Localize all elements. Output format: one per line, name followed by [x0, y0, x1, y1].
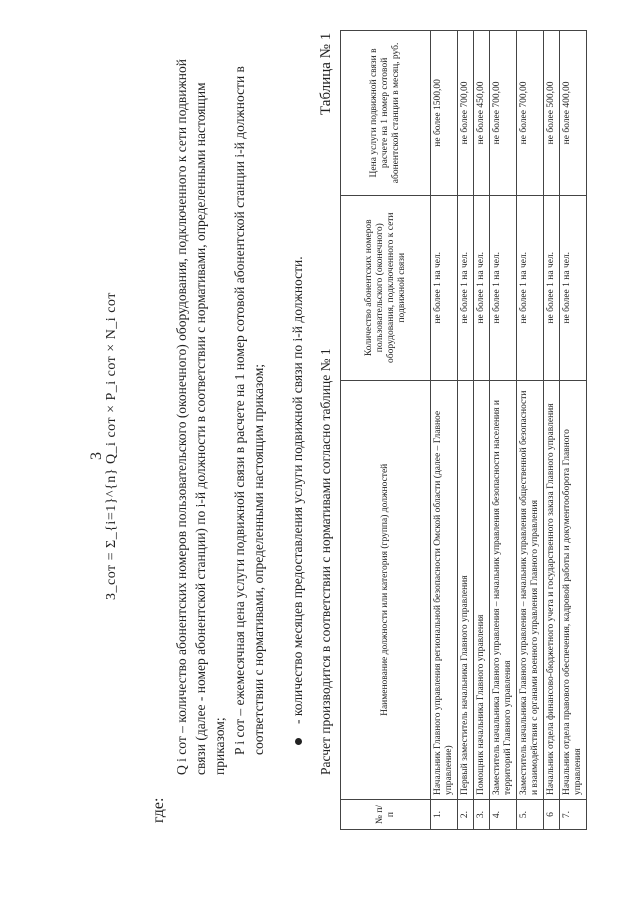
- row-quantity: не более 1 на чел.: [560, 195, 587, 380]
- definition-p: P i сот – ежемесячная цена услуги подвижной связи в расчете на 1 номер сотовой абонентской станции i-й должности в соответствии с нормативами, определенными настоящим приказом;: [232, 66, 266, 755]
- row-number: 7.: [560, 800, 587, 830]
- row-quantity: не более 1 на чел.: [431, 195, 458, 380]
- row-position: Помощник начальника Главного управления: [474, 380, 490, 799]
- norms-table: [340, 30, 587, 830]
- row-number: 3.: [474, 800, 490, 830]
- row-quantity: не более 1 на чел.: [517, 195, 544, 380]
- row-quantity: не более 1 на чел.: [544, 195, 560, 380]
- definition-n: [290, 256, 306, 745]
- row-number: 5.: [517, 800, 544, 830]
- definition-q: Q i сот – количество абонентских номеров пользовательского (оконечного) оборудования, подключенного к сети подвижной связи (далее - номер абонентской станции) по i-й должности в соответствии с нормативами, определенными настоящим приказом;: [174, 59, 227, 775]
- row-number: 1.: [431, 800, 458, 830]
- row-price: не более 700,00: [490, 31, 517, 196]
- table-row: [490, 31, 517, 830]
- table-row: [544, 31, 560, 830]
- table-row: [474, 31, 490, 830]
- row-price: не более 700,00: [458, 31, 474, 196]
- calculation-note: Расчет производится в соответствии с нормативами согласно таблице № 1: [318, 348, 333, 775]
- cost-formula: З_сот = Σ_{i=1}^{n} Q_i сот × P_i сот × N_i сот: [104, 292, 119, 600]
- row-price: не более 450,00: [474, 31, 490, 196]
- where-label: где:: [150, 797, 167, 823]
- row-price: не более 1500,00: [431, 31, 458, 196]
- table-row: [517, 31, 544, 830]
- row-position: Заместитель начальника Главного управления – начальник управления общественной безопасности и взаимодействия с органами военного управления Главного управления: [517, 380, 544, 799]
- table-row: [560, 31, 587, 830]
- table-title: Таблица № 1: [318, 32, 334, 115]
- row-position: Начальник отдела правового обеспечения, кадровой работы и документооборота Главного управления: [560, 380, 587, 799]
- table-row: [458, 31, 474, 830]
- row-price: не более 400,00: [560, 31, 587, 196]
- header-quantity: Количество абонентских номеров пользовательского (оконечного) оборудования, подключенного к сети подвижной связи: [341, 195, 431, 380]
- row-position: Заместитель начальника Главного управления – начальник управления безопасности населения и территорий Главного управления: [490, 380, 517, 799]
- definition-n-text: - количество месяцев предоставления услуги подвижной связи по i-й должности.: [290, 256, 305, 724]
- row-quantity: не более 1 на чел.: [490, 195, 517, 380]
- header-position: Наименование должности или категория (группа) должностей: [341, 380, 431, 799]
- row-position: Первый заместитель начальника Главного управления: [458, 380, 474, 799]
- row-position: Начальник Главного управления региональной безопасности Омской области (далее – Главное управление): [431, 380, 458, 799]
- table-header-row: [341, 31, 431, 830]
- row-number: 2.: [458, 800, 474, 830]
- header-price: Цена услуги подвижной связи в расчете на 1 номер сотовой абонентской станции в месяц, руб.: [341, 31, 431, 196]
- row-position: Начальник отдела финансово-бюджетного учета и государственного заказа Главного управления: [544, 380, 560, 799]
- page-number: 3: [88, 452, 105, 460]
- row-price: не более 700,00: [517, 31, 544, 196]
- row-price: не более 500,00: [544, 31, 560, 196]
- row-number: 4.: [490, 800, 517, 830]
- row-number: 6: [544, 800, 560, 830]
- bullet-icon: [295, 738, 302, 745]
- row-quantity: не более 1 на чел.: [474, 195, 490, 380]
- row-quantity: не более 1 на чел.: [458, 195, 474, 380]
- header-number: № п/п: [341, 800, 431, 830]
- table-row: [431, 31, 458, 830]
